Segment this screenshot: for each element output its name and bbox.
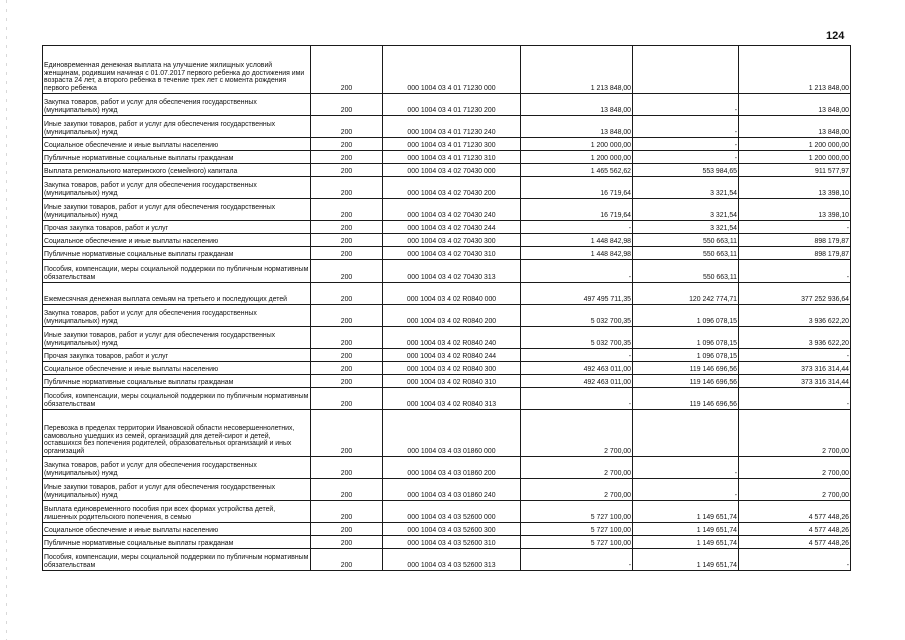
table-row	[43, 305, 851, 327]
row-remaining-amount: 3 936 622,20	[739, 327, 851, 349]
table-row	[43, 536, 851, 549]
row-remaining-amount: -	[739, 388, 851, 410]
row-name: Закупка товаров, работ и услуг для обеспечения государственных (муниципальных) нужд	[43, 305, 311, 327]
row-name: Публичные нормативные социальные выплаты гражданам	[43, 247, 311, 260]
row-executed-amount	[633, 46, 739, 94]
table-row	[43, 247, 851, 260]
row-code: 200	[311, 94, 383, 116]
row-code: 200	[311, 234, 383, 247]
row-approved-amount: 2 700,00	[521, 410, 633, 457]
row-name: Ежемесячная денежная выплата семьям на третьего и последующих детей	[43, 283, 311, 305]
row-code: 200	[311, 221, 383, 234]
row-remaining-amount: 13 848,00	[739, 94, 851, 116]
row-name: Публичные нормативные социальные выплаты гражданам	[43, 151, 311, 164]
row-executed-amount	[633, 410, 739, 457]
row-approved-amount: -	[521, 349, 633, 362]
row-classification-code: 000 1004 03 4 02 70430 200	[383, 177, 521, 199]
row-name: Иные закупки товаров, работ и услуг для обеспечения государственных (муниципальных) нужд	[43, 116, 311, 138]
row-approved-amount: 1 448 842,98	[521, 234, 633, 247]
row-classification-code: 000 1004 03 4 02 70430 313	[383, 260, 521, 283]
row-name: Закупка товаров, работ и услуг для обеспечения государственных (муниципальных) нужд	[43, 457, 311, 479]
row-executed-amount: -	[633, 457, 739, 479]
row-remaining-amount: -	[739, 260, 851, 283]
table-row	[43, 283, 851, 305]
row-remaining-amount: 13 398,10	[739, 177, 851, 199]
row-classification-code: 000 1004 03 4 02 R0840 244	[383, 349, 521, 362]
row-code: 200	[311, 388, 383, 410]
row-executed-amount: -	[633, 479, 739, 501]
row-approved-amount: 13 848,00	[521, 116, 633, 138]
table-row	[43, 177, 851, 199]
row-name: Пособия, компенсации, меры социальной поддержки по публичным нормативным обязательствам	[43, 388, 311, 410]
row-name: Выплата единовременного пособия при всех формах устройства детей, лишенных родительского попечения, в семью	[43, 501, 311, 523]
row-classification-code: 000 1004 03 4 01 71230 310	[383, 151, 521, 164]
row-approved-amount: -	[521, 221, 633, 234]
row-approved-amount: 5 032 700,35	[521, 305, 633, 327]
row-remaining-amount: 377 252 936,64	[739, 283, 851, 305]
table-row	[43, 457, 851, 479]
row-executed-amount: 550 663,11	[633, 260, 739, 283]
row-approved-amount: -	[521, 388, 633, 410]
row-name: Социальное обеспечение и иные выплаты населению	[43, 138, 311, 151]
row-remaining-amount: 4 577 448,26	[739, 536, 851, 549]
row-executed-amount: -	[633, 94, 739, 116]
row-executed-amount: 1 096 078,15	[633, 327, 739, 349]
row-approved-amount: 1 465 562,62	[521, 164, 633, 177]
row-classification-code: 000 1004 03 4 03 01860 240	[383, 479, 521, 501]
row-approved-amount: 2 700,00	[521, 457, 633, 479]
row-code: 200	[311, 536, 383, 549]
row-executed-amount: 119 146 696,56	[633, 388, 739, 410]
row-approved-amount: 1 448 842,98	[521, 247, 633, 260]
row-code: 200	[311, 479, 383, 501]
row-approved-amount: -	[521, 260, 633, 283]
budget-execution-table	[42, 45, 851, 571]
row-code: 200	[311, 457, 383, 479]
row-classification-code: 000 1004 03 4 01 71230 200	[383, 94, 521, 116]
row-executed-amount: 1 149 651,74	[633, 536, 739, 549]
row-code: 200	[311, 349, 383, 362]
row-classification-code: 000 1004 03 4 03 52600 313	[383, 549, 521, 571]
table-row	[43, 349, 851, 362]
row-name: Закупка товаров, работ и услуг для обеспечения государственных (муниципальных) нужд	[43, 177, 311, 199]
row-approved-amount: 492 463 011,00	[521, 362, 633, 375]
row-remaining-amount: 911 577,97	[739, 164, 851, 177]
row-approved-amount: 1 213 848,00	[521, 46, 633, 94]
row-classification-code: 000 1004 03 4 02 R0840 000	[383, 283, 521, 305]
table-row	[43, 234, 851, 247]
row-classification-code: 000 1004 03 4 02 R0840 300	[383, 362, 521, 375]
row-approved-amount: 13 848,00	[521, 94, 633, 116]
table-row	[43, 94, 851, 116]
row-remaining-amount: 1 200 000,00	[739, 138, 851, 151]
row-name: Публичные нормативные социальные выплаты гражданам	[43, 375, 311, 388]
table-row	[43, 221, 851, 234]
row-executed-amount: -	[633, 138, 739, 151]
row-approved-amount: 5 727 100,00	[521, 536, 633, 549]
row-code: 200	[311, 410, 383, 457]
row-approved-amount: 16 719,64	[521, 199, 633, 221]
row-classification-code: 000 1004 03 4 03 52600 000	[383, 501, 521, 523]
row-name: Пособия, компенсации, меры социальной поддержки по публичным нормативным обязательствам	[43, 260, 311, 283]
row-executed-amount: 1 096 078,15	[633, 305, 739, 327]
row-remaining-amount: 898 179,87	[739, 234, 851, 247]
row-remaining-amount: 2 700,00	[739, 457, 851, 479]
row-name: Иные закупки товаров, работ и услуг для обеспечения государственных (муниципальных) нужд	[43, 479, 311, 501]
row-executed-amount: 3 321,54	[633, 177, 739, 199]
table-row	[43, 501, 851, 523]
table-row	[43, 523, 851, 536]
row-code: 200	[311, 199, 383, 221]
row-classification-code: 000 1004 03 4 02 70430 310	[383, 247, 521, 260]
row-executed-amount: 1 149 651,74	[633, 549, 739, 571]
row-code: 200	[311, 138, 383, 151]
row-name: Пособия, компенсации, меры социальной поддержки по публичным нормативным обязательствам	[43, 549, 311, 571]
table-row	[43, 164, 851, 177]
row-approved-amount: 1 200 000,00	[521, 151, 633, 164]
row-executed-amount: 1 096 078,15	[633, 349, 739, 362]
row-code: 200	[311, 116, 383, 138]
row-classification-code: 000 1004 03 4 02 R0840 310	[383, 375, 521, 388]
row-name: Социальное обеспечение и иные выплаты населению	[43, 362, 311, 375]
row-name: Социальное обеспечение и иные выплаты населению	[43, 523, 311, 536]
row-classification-code: 000 1004 03 4 02 70430 240	[383, 199, 521, 221]
row-classification-code: 000 1004 03 4 02 70430 000	[383, 164, 521, 177]
table-row	[43, 362, 851, 375]
row-executed-amount: 119 146 696,56	[633, 375, 739, 388]
row-code: 200	[311, 501, 383, 523]
row-code: 200	[311, 523, 383, 536]
row-name: Публичные нормативные социальные выплаты гражданам	[43, 536, 311, 549]
row-remaining-amount: -	[739, 549, 851, 571]
row-code: 200	[311, 164, 383, 177]
row-code: 200	[311, 375, 383, 388]
table-row	[43, 199, 851, 221]
row-approved-amount: 5 727 100,00	[521, 501, 633, 523]
row-classification-code: 000 1004 03 4 01 71230 300	[383, 138, 521, 151]
row-code: 200	[311, 247, 383, 260]
row-classification-code: 000 1004 03 4 03 52600 310	[383, 536, 521, 549]
row-classification-code: 000 1004 03 4 02 70430 300	[383, 234, 521, 247]
row-classification-code: 000 1004 03 4 02 R0840 313	[383, 388, 521, 410]
row-remaining-amount: 13 398,10	[739, 199, 851, 221]
row-remaining-amount: 373 316 314,44	[739, 375, 851, 388]
page-number: 124	[826, 30, 845, 42]
row-approved-amount: 1 200 000,00	[521, 138, 633, 151]
row-code: 200	[311, 362, 383, 375]
row-code: 200	[311, 260, 383, 283]
table-row	[43, 138, 851, 151]
table-row	[43, 375, 851, 388]
table-row	[43, 388, 851, 410]
scan-edge-mark	[6, 0, 7, 640]
table-row	[43, 479, 851, 501]
row-code: 200	[311, 46, 383, 94]
table-row	[43, 151, 851, 164]
table-row	[43, 260, 851, 283]
row-executed-amount: -	[633, 151, 739, 164]
row-classification-code: 000 1004 03 4 01 71230 000	[383, 46, 521, 94]
row-classification-code: 000 1004 03 4 01 71230 240	[383, 116, 521, 138]
row-code: 200	[311, 549, 383, 571]
row-code: 200	[311, 177, 383, 199]
row-classification-code: 000 1004 03 4 02 R0840 200	[383, 305, 521, 327]
row-approved-amount: 2 700,00	[521, 479, 633, 501]
row-name: Перевозка в пределах территории Ивановской области несовершеннолетних, самовольно ушедших из семей, организаций для детей-сирот и детей, оставшихся без попечения родителей, образовательных организаций и иных организаций	[43, 410, 311, 457]
row-remaining-amount: 4 577 448,26	[739, 523, 851, 536]
row-name: Иные закупки товаров, работ и услуг для обеспечения государственных (муниципальных) нужд	[43, 327, 311, 349]
row-remaining-amount: 373 316 314,44	[739, 362, 851, 375]
row-approved-amount: 16 719,64	[521, 177, 633, 199]
row-approved-amount: 492 463 011,00	[521, 375, 633, 388]
table-row	[43, 549, 851, 571]
row-remaining-amount: 13 848,00	[739, 116, 851, 138]
row-classification-code: 000 1004 03 4 03 52600 300	[383, 523, 521, 536]
row-executed-amount: 119 146 696,56	[633, 362, 739, 375]
row-executed-amount: 120 242 774,71	[633, 283, 739, 305]
row-remaining-amount: 2 700,00	[739, 479, 851, 501]
row-approved-amount: -	[521, 549, 633, 571]
row-executed-amount: 3 321,54	[633, 199, 739, 221]
row-code: 200	[311, 151, 383, 164]
row-name: Прочая закупка товаров, работ и услуг	[43, 221, 311, 234]
row-code: 200	[311, 327, 383, 349]
row-remaining-amount: -	[739, 221, 851, 234]
row-approved-amount: 5 032 700,35	[521, 327, 633, 349]
row-approved-amount: 5 727 100,00	[521, 523, 633, 536]
table-row	[43, 116, 851, 138]
row-remaining-amount: 3 936 622,20	[739, 305, 851, 327]
row-executed-amount: 1 149 651,74	[633, 523, 739, 536]
row-name: Прочая закупка товаров, работ и услуг	[43, 349, 311, 362]
table-row	[43, 327, 851, 349]
row-classification-code: 000 1004 03 4 03 01860 000	[383, 410, 521, 457]
row-classification-code: 000 1004 03 4 02 R0840 240	[383, 327, 521, 349]
row-classification-code: 000 1004 03 4 02 70430 244	[383, 221, 521, 234]
row-executed-amount: 3 321,54	[633, 221, 739, 234]
row-name: Закупка товаров, работ и услуг для обеспечения государственных (муниципальных) нужд	[43, 94, 311, 116]
row-name: Иные закупки товаров, работ и услуг для обеспечения государственных (муниципальных) нужд	[43, 199, 311, 221]
row-remaining-amount: 898 179,87	[739, 247, 851, 260]
row-remaining-amount: 1 213 848,00	[739, 46, 851, 94]
row-executed-amount: 1 149 651,74	[633, 501, 739, 523]
row-remaining-amount: 4 577 448,26	[739, 501, 851, 523]
table-row	[43, 410, 851, 457]
row-remaining-amount: 1 200 000,00	[739, 151, 851, 164]
row-executed-amount: 550 663,11	[633, 234, 739, 247]
row-classification-code: 000 1004 03 4 03 01860 200	[383, 457, 521, 479]
row-remaining-amount: 2 700,00	[739, 410, 851, 457]
row-name: Социальное обеспечение и иные выплаты населению	[43, 234, 311, 247]
row-code: 200	[311, 305, 383, 327]
row-code: 200	[311, 283, 383, 305]
row-name: Единовременная денежная выплата на улучшение жилищных условий женщинам, родившим начиная с 01.07.2017 первого ребенка до достижения ими возраста 24 лет, а второго ребенка в течение трех лет с момента рождения первого ребенка	[43, 46, 311, 94]
row-remaining-amount: -	[739, 349, 851, 362]
row-executed-amount: 553 984,65	[633, 164, 739, 177]
row-name: Выплата регионального материнского (семейного) капитала	[43, 164, 311, 177]
row-executed-amount: -	[633, 116, 739, 138]
row-executed-amount: 550 663,11	[633, 247, 739, 260]
table-row	[43, 46, 851, 94]
row-approved-amount: 497 495 711,35	[521, 283, 633, 305]
